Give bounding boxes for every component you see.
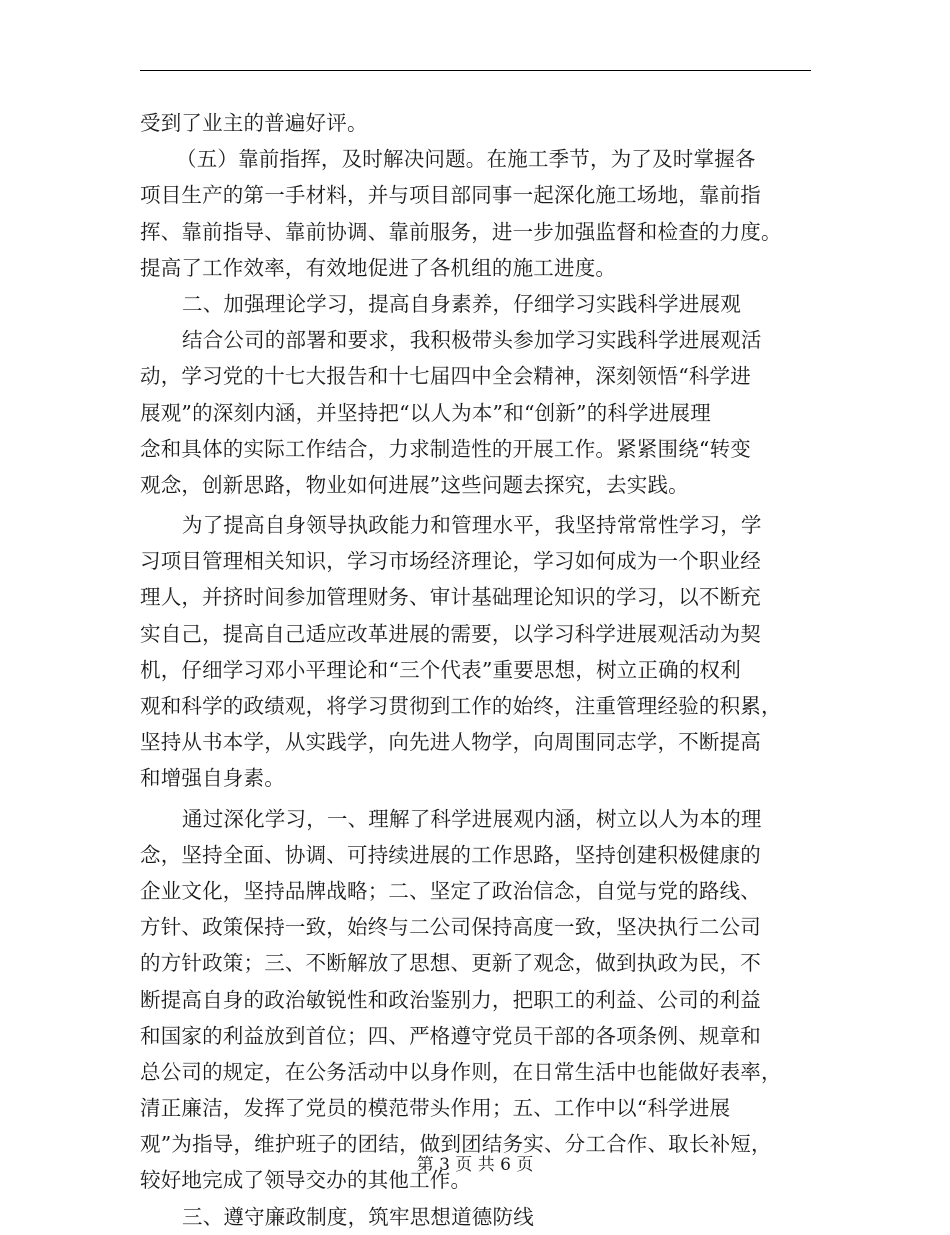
paragraph-line: 结合公司的部署和要求，我积极带头参加学习实践科学进展观活 — [182, 328, 762, 353]
paragraph-line: 清正廉洁，发挥了党员的模范带头作用；五、工作中以“科学进展 — [140, 1096, 731, 1121]
paragraph-line: 动，学习党的十七大报告和十七届四中全会精神，深刻领悟“科学进 — [140, 364, 751, 389]
paragraph-line: 理人，并挤时间参加管理财务、审计基础理论知识的学习，以不断充 — [140, 585, 761, 610]
paragraph-line: 观念，创新思路，物业如何进展”这些问题去探究，去实践。 — [140, 472, 689, 497]
paragraph-line: 习项目管理相关知识，学习市场经济理论，学习如何成为一个职业经 — [140, 549, 761, 574]
paragraph-line: 实自己，提高自己适应改革进展的需要，以学习科学进展观活动为契 — [140, 621, 761, 646]
paragraph-line: 企业文化，坚持品牌战略；二、坚定了政治信念，自觉与党的路线、 — [140, 878, 761, 903]
paragraph-line: 通过深化学习，一、理解了科学进展观内涵，树立以人为本的理 — [182, 806, 762, 831]
paragraph-line: 挥、靠前指导、靠前协调、靠前服务，进一步加强监督和检查的力度。 — [140, 219, 782, 244]
paragraph-line: 机，仔细学习邓小平理论和“三个代表”重要思想，树立正确的权利 — [140, 657, 741, 682]
paragraph-line: 展观”的深刻内涵，并坚持把“以人为本”和“创新”的科学进展理 — [140, 400, 711, 425]
paragraph-line: 受到了业主的普遍好评。 — [140, 111, 368, 135]
paragraph-line: 坚持从书本学，从实践学，向先进人物学，向周围同志学，不断提高 — [140, 730, 761, 755]
paragraph-line: 项目生产的第一手材料，并与项目部同事一起深化施工场地，靠前指 — [140, 183, 761, 208]
paragraph-line: 断提高自身的政治敏锐性和政治鉴别力，把职工的利益、公司的利益 — [140, 987, 761, 1012]
header-rule — [140, 70, 811, 71]
section-heading: 三、遵守廉政制度，筑牢思想道德防线 — [182, 1204, 534, 1229]
page-number-footer: 第 3 页 共 6 页 — [416, 1155, 534, 1175]
paragraph-line: 和增强自身素。 — [140, 766, 285, 791]
paragraph-line: 的方针政策；三、不断解放了思想、更新了观念，做到执政为民，不 — [140, 951, 761, 976]
paragraph-line: 方针、政策保持一致，始终与二公司保持高度一致，坚决执行二公司 — [140, 915, 761, 940]
paragraph-line: 念和具体的实际工作结合，力求制造性的开展工作。紧紧围绕“转变 — [140, 436, 751, 461]
paragraph-line: 观和科学的政绩观，将学习贯彻到工作的始终，注重管理经验的积累， — [140, 694, 782, 718]
paragraph-line: 和国家的利益放到首位；四、严格遵守党员干部的各项条例、规章和 — [140, 1023, 761, 1048]
paragraph-line: 念，坚持全面、协调、可持续进展的工作思路，坚持创建积极健康的 — [140, 842, 761, 867]
paragraph-line: 为了提高自身领导执政能力和管理水平，我坚持常常性学习，学 — [182, 513, 762, 538]
paragraph-line: 总公司的规定，在公务活动中以身作则，在日常生活中也能做好表率， — [140, 1059, 782, 1084]
paragraph-line: （五）靠前指挥，及时解决问题。在施工季节，为了及时掌握各 — [176, 147, 756, 172]
section-heading: 二、加强理论学习，提高自身素养，仔细学习实践科学进展观 — [182, 291, 741, 316]
paragraph-line: 提高了工作效率，有效地促进了各机组的施工进度。 — [140, 255, 617, 280]
document-body — [140, 105, 812, 1235]
paragraph-line: 较好地完成了领导交办的其他工作。 — [140, 1168, 472, 1193]
paragraph-line: 观”为指导，维护班子的团结，做到团结务实、分工合作、取长补短， — [140, 1132, 772, 1157]
